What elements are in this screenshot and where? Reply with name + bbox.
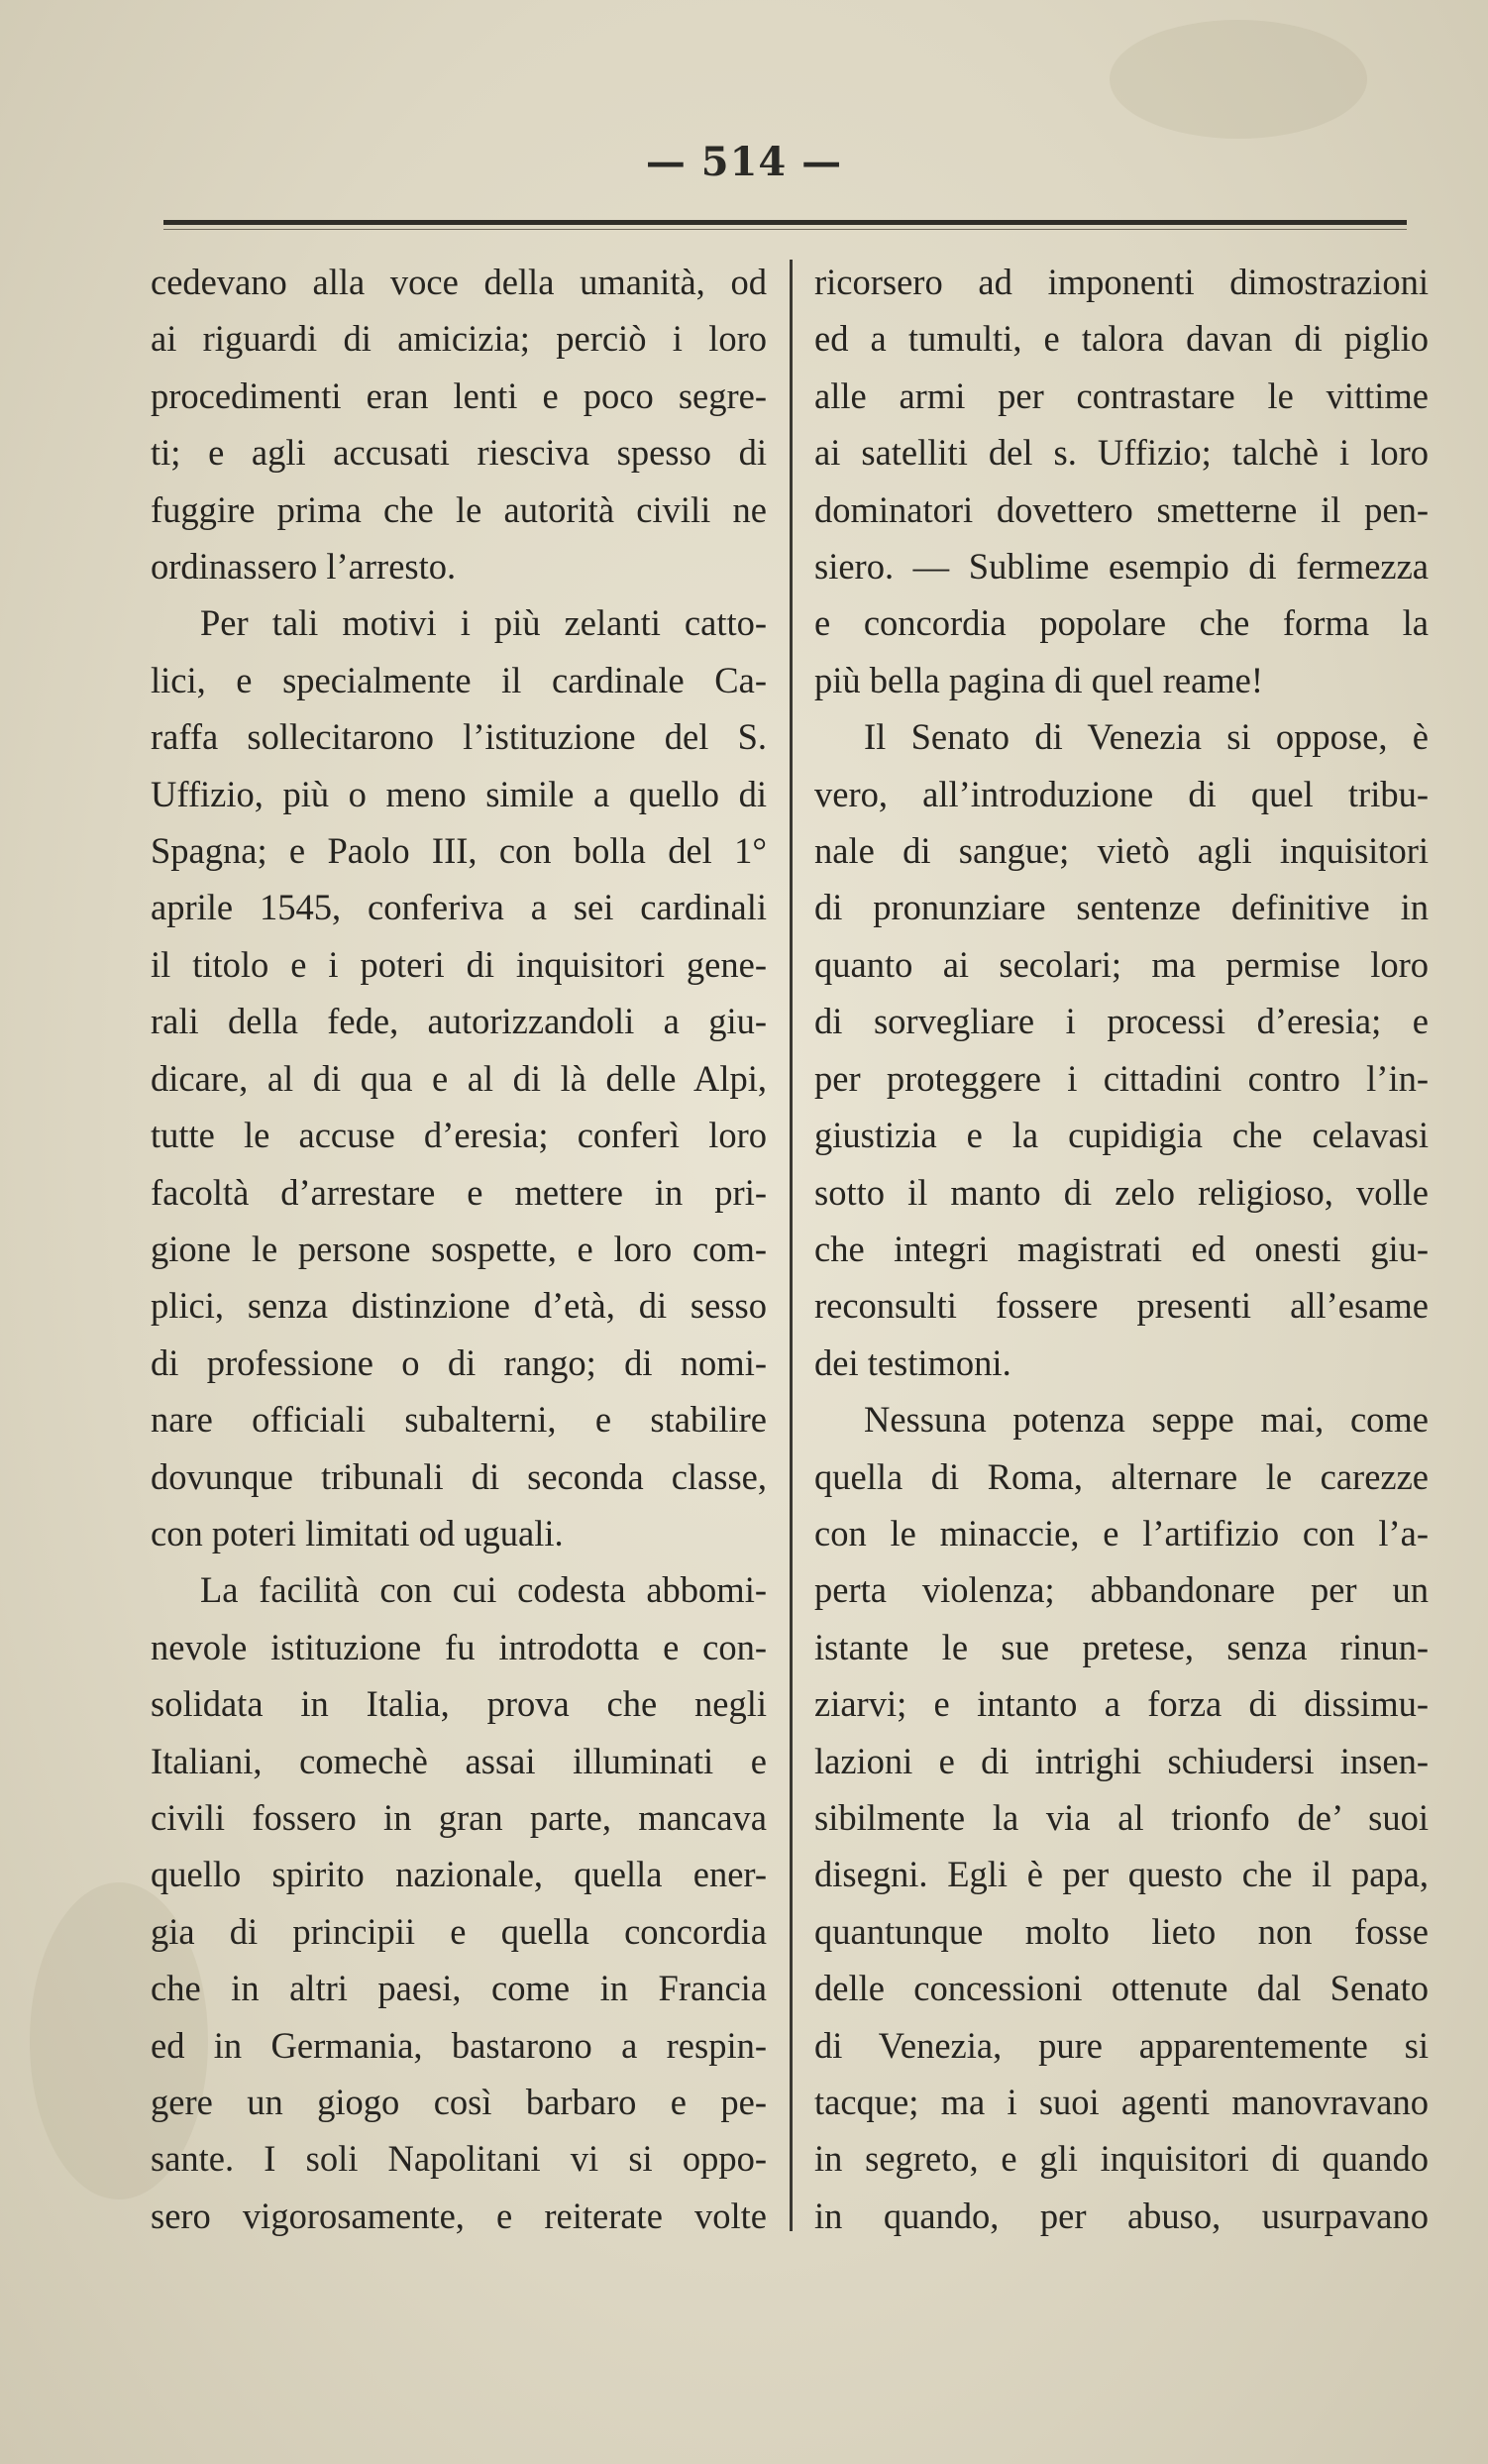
- text-line-content: Per tali motivi i più zelanti catto-: [200, 602, 767, 644]
- text-line-content: nale di sangue; vietò agli inquisitori: [814, 830, 1429, 872]
- text-line-content: ricorsero ad imponenti dimostrazioni: [814, 262, 1429, 302]
- text-line-content: disegni. Egli è per questo che il papa,: [814, 1854, 1429, 1895]
- text-line-content: sotto il manto di zelo religioso, volle: [814, 1171, 1429, 1213]
- text-line: [151, 2017, 767, 2074]
- text-line-content: sante. I soli Napolitani vi si oppo-: [151, 2138, 767, 2180]
- text-line-content: per proteggere i cittadini contro l’in-: [814, 1057, 1429, 1099]
- text-line-content: quella di Roma, alternare le carezze: [814, 1455, 1429, 1497]
- text-line-content: ed in Germania, bastarono a respin-: [151, 2024, 767, 2066]
- header-rule-thin: [163, 229, 1407, 230]
- text-line-content: che integri magistrati ed onesti giu-: [814, 1228, 1429, 1269]
- text-line: [151, 1561, 767, 1618]
- text-line-content: Uffizio, più o meno simile a quello di: [151, 773, 767, 814]
- text-line-content: il titolo e i poteri di inquisitori gene-: [151, 943, 767, 985]
- text-line: [151, 822, 767, 879]
- text-line: [814, 879, 1429, 935]
- text-line-content: gia di principii e quella concordia: [151, 1910, 767, 1952]
- text-line-content: La facilità con cui codesta abbomi-: [200, 1569, 767, 1611]
- text-line-content: tutte le accuse d’eresia; conferì loro: [151, 1115, 767, 1156]
- text-line: [814, 538, 1429, 594]
- text-line-content: gere un giogo così barbaro e pe-: [151, 2082, 767, 2122]
- text-line: [151, 1107, 767, 1163]
- text-line-content: raffa sollecitarono l’istituzione del S.: [151, 716, 767, 758]
- text-line-content: dovunque tribunali di seconda classe,: [151, 1455, 767, 1497]
- text-line: [151, 2130, 767, 2187]
- text-line: [151, 1050, 767, 1107]
- text-line-content: tacque; ma i suoi agenti manovravano: [814, 2082, 1429, 2122]
- text-line-content: ti; e agli accusati riesciva spesso di: [151, 432, 767, 474]
- text-line: [151, 368, 767, 424]
- text-line-content: civili fossero in gran parte, mancava: [151, 1796, 767, 1838]
- text-line: [151, 708, 767, 765]
- text-line: [151, 993, 767, 1049]
- text-line: [814, 822, 1429, 879]
- text-line: [151, 424, 767, 481]
- text-line: [814, 1391, 1429, 1447]
- header-rule: [163, 220, 1407, 225]
- text-line-content: procedimenti eran lenti e poco segre-: [151, 375, 767, 416]
- text-line-content: con poteri limitati od uguali.: [151, 1512, 564, 1553]
- text-line-content: quanto ai secolari; ma permise loro: [814, 943, 1429, 985]
- text-line: [814, 708, 1429, 765]
- text-line-content: ordinassero l’arresto.: [151, 546, 457, 588]
- text-line-content: e concordia popolare che forma la: [814, 602, 1429, 644]
- text-line-content: giustizia e la cupidigia che celavasi: [814, 1115, 1429, 1156]
- text-line: [814, 1448, 1429, 1505]
- text-line: [814, 1960, 1429, 2016]
- text-line: [151, 1675, 767, 1732]
- text-line-content: di Venezia, pure apparentemente si: [814, 2024, 1429, 2066]
- text-line-content: quello spirito nazionale, quella ener-: [151, 1854, 767, 1895]
- text-line: [814, 1221, 1429, 1277]
- text-line: [151, 766, 767, 822]
- text-line-content: istante le sue pretese, senza rinun-: [814, 1626, 1429, 1667]
- text-line: [814, 482, 1429, 538]
- text-line: [814, 652, 1429, 708]
- text-line-content: solidata in Italia, prova che negli: [151, 1683, 767, 1725]
- text-line-content: lazioni e di intrighi schiudersi insen-: [814, 1740, 1429, 1781]
- text-line-content: nare officiali subalterni, e stabilire: [151, 1399, 767, 1441]
- text-line: [151, 1277, 767, 1334]
- text-line: [814, 2017, 1429, 2074]
- text-line-content: più bella pagina di quel reame!: [814, 659, 1264, 700]
- text-line-content: rali della fede, autorizzandoli a giu-: [151, 1001, 767, 1042]
- text-line-content: Italiani, comechè assai illuminati e: [151, 1740, 767, 1781]
- text-line: [151, 2074, 767, 2130]
- text-line-content: cedevano alla voce della umanità, od: [151, 262, 767, 302]
- text-line: [151, 1505, 767, 1561]
- text-line: [151, 1846, 767, 1902]
- text-line: [151, 482, 767, 538]
- text-line: [151, 1391, 767, 1447]
- text-line-content: fuggire prima che le autorità civili ne: [151, 488, 767, 530]
- text-line-content: perta violenza; abbandonare per un: [814, 1569, 1429, 1611]
- text-line: [814, 766, 1429, 822]
- text-line-content: facoltà d’arrestare e mettere in pri-: [151, 1171, 767, 1213]
- text-line-content: aprile 1545, conferiva a sei cardinali: [151, 887, 767, 928]
- text-line: [814, 594, 1429, 651]
- text-line: [151, 1335, 767, 1391]
- text-line: [814, 1505, 1429, 1561]
- text-line: [814, 1619, 1429, 1675]
- text-line-content: Spagna; e Paolo III, con bolla del 1°: [151, 830, 767, 872]
- text-line-content: in segreto, e gli inquisitori di quando: [814, 2138, 1429, 2180]
- text-line-content: dei testimoni.: [814, 1341, 1011, 1383]
- text-line-content: vero, all’introduzione di quel tribu-: [814, 773, 1429, 814]
- text-line-content: ed a tumulti, e talora davan di piglio: [814, 318, 1429, 360]
- text-line-content: Nessuna potenza seppe mai, come: [864, 1399, 1429, 1441]
- text-line-content: nevole istituzione fu introdotta e con-: [151, 1626, 767, 1667]
- text-line-content: Il Senato di Venezia si oppose, è: [864, 716, 1429, 758]
- paper-stain: [1110, 20, 1367, 139]
- text-line-content: delle concessioni ottenute dal Senato: [814, 1968, 1429, 2009]
- text-line: [814, 368, 1429, 424]
- text-line-content: ai riguardi di amicizia; perciò i loro: [151, 318, 767, 360]
- text-line: [814, 1277, 1429, 1334]
- text-line-content: ziarvi; e intanto a forza di dissimu-: [814, 1683, 1429, 1725]
- text-line: [814, 310, 1429, 367]
- text-line: [151, 1619, 767, 1675]
- text-line: [814, 1846, 1429, 1902]
- text-line-content: quantunque molto lieto non fosse: [814, 1910, 1429, 1952]
- text-line: [151, 652, 767, 708]
- text-line: [151, 1960, 767, 2016]
- text-line: [814, 1050, 1429, 1107]
- column-divider: [790, 260, 793, 2231]
- text-line: [151, 1221, 767, 1277]
- text-line: [814, 936, 1429, 993]
- text-line: [151, 310, 767, 367]
- text-line: [151, 1733, 767, 1789]
- text-line: [814, 1789, 1429, 1846]
- text-line: [151, 1448, 767, 1505]
- text-line-content: dominatori dovettero smetterne il pen-: [814, 488, 1429, 530]
- text-line: [814, 1675, 1429, 1732]
- text-line-content: che in altri paesi, come in Francia: [151, 1968, 767, 2009]
- text-line: [151, 1164, 767, 1221]
- text-line: [814, 993, 1429, 1049]
- text-line: [814, 1733, 1429, 1789]
- text-line: [151, 254, 767, 310]
- text-line-content: sibilmente la via al trionfo de’ suoi: [814, 1796, 1429, 1838]
- text-line-content: dicare, al di qua e al di là delle Alpi,: [151, 1057, 767, 1099]
- text-line-content: in quando, per abuso, usurpavano: [814, 2195, 1429, 2236]
- text-line: [814, 1164, 1429, 1221]
- text-line: [814, 1561, 1429, 1618]
- text-line: [814, 1107, 1429, 1163]
- text-line-content: gione le persone sospette, e loro com-: [151, 1228, 767, 1269]
- text-line: [151, 879, 767, 935]
- text-line: [151, 538, 767, 594]
- text-line-content: di sorvegliare i processi d’eresia; e: [814, 1001, 1429, 1042]
- text-line-content: sero vigorosamente, e reiterate volte: [151, 2195, 767, 2236]
- text-line: [814, 1903, 1429, 1960]
- text-line: [151, 1789, 767, 1846]
- text-line-content: siero. — Sublime esempio di fermezza: [814, 546, 1429, 588]
- text-line-content: alle armi per contrastare le vittime: [814, 375, 1429, 416]
- text-line: [151, 594, 767, 651]
- text-line-content: di pronunziare sentenze definitive in: [814, 887, 1429, 928]
- right-text-column: [814, 254, 1429, 2244]
- text-line: [814, 2074, 1429, 2130]
- text-line: [814, 2188, 1429, 2244]
- text-line: [151, 2188, 767, 2244]
- text-line-content: ai satelliti del s. Uffizio; talchè i loro: [814, 432, 1429, 474]
- text-line-content: di professione o di rango; di nomi-: [151, 1341, 767, 1383]
- left-text-column: [151, 254, 767, 2244]
- text-line: [814, 1335, 1429, 1391]
- text-line: [151, 1903, 767, 1960]
- page-number: — 514 —: [645, 139, 843, 185]
- text-line-content: con le minaccie, e l’artifizio con l’a-: [814, 1512, 1429, 1553]
- text-line-content: plici, senza distinzione d’età, di sesso: [151, 1285, 767, 1327]
- text-line: [151, 936, 767, 993]
- text-line: [814, 254, 1429, 310]
- text-line: [814, 424, 1429, 481]
- text-line-content: reconsulti fossere presenti all’esame: [814, 1285, 1429, 1327]
- text-line: [814, 2130, 1429, 2187]
- text-line-content: lici, e specialmente il cardinale Ca-: [151, 659, 767, 700]
